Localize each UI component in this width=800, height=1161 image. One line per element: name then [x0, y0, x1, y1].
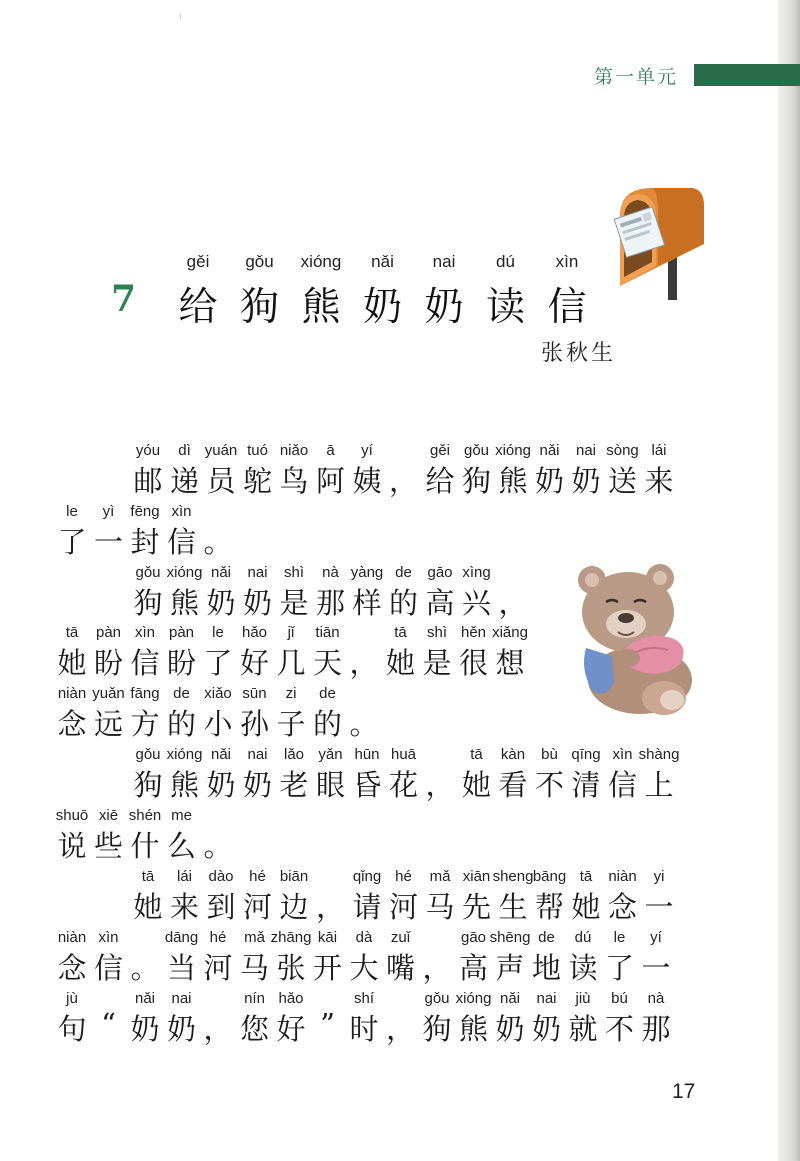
character: 不: [604, 1012, 635, 1046]
character: 帮: [534, 890, 565, 924]
title-pinyin: nai: [432, 252, 456, 271]
pinyin: niǎo: [279, 442, 309, 459]
pinyin: hé: [209, 929, 227, 946]
pinyin: tuó: [247, 442, 268, 459]
pinyin: gāo: [460, 929, 487, 946]
punctuation: ，: [385, 1012, 416, 1046]
pinyin: mǎ: [429, 868, 451, 885]
character: 奶: [242, 586, 273, 620]
character: 信: [130, 646, 160, 680]
character: 老: [279, 768, 309, 802]
pinyin: shén: [128, 807, 162, 824]
title-character: 熊: [301, 285, 341, 330]
pinyin: dà: [355, 929, 373, 946]
character: 她: [133, 890, 163, 924]
pinyin: kāi: [317, 929, 338, 946]
character: 熊: [169, 768, 200, 802]
character: 给: [425, 464, 455, 498]
character: 邮: [133, 464, 163, 498]
pinyin: xiān: [462, 868, 491, 885]
character: 是: [422, 646, 452, 680]
character: 姨: [352, 464, 382, 498]
character: 花: [388, 768, 419, 802]
character: 狗: [133, 768, 163, 802]
character: 眼: [315, 768, 346, 802]
pinyin: niàn: [608, 868, 637, 885]
pinyin: shì: [426, 624, 448, 641]
title-pinyin: dú: [496, 252, 515, 271]
character: 就: [568, 1012, 598, 1046]
character: 些: [93, 829, 124, 863]
pinyin: sūn: [242, 685, 267, 702]
character: 奶: [242, 768, 273, 802]
character: 嘴: [385, 951, 416, 985]
character: 边: [279, 890, 309, 924]
pinyin: hěn: [460, 624, 487, 641]
title-pinyin: gǒu: [245, 252, 274, 271]
character: 了: [57, 525, 87, 559]
punctuation: ，: [422, 951, 452, 985]
pinyin: gǒu: [424, 990, 450, 1007]
character: 熊: [458, 1012, 489, 1046]
pinyin: de: [395, 564, 412, 581]
title-character: 读: [485, 285, 526, 330]
character: 一: [93, 525, 124, 559]
character: 河: [388, 890, 419, 924]
character: 地: [531, 951, 562, 985]
pinyin: jǐ: [287, 624, 295, 641]
pinyin: nai: [575, 442, 597, 459]
title-pinyin: xìn: [555, 252, 579, 271]
character: 开: [312, 951, 343, 985]
pinyin: xióng: [166, 564, 203, 581]
pinyin: xìn: [98, 929, 119, 946]
pinyin: shì: [283, 564, 305, 581]
title-pinyin: xióng: [300, 252, 342, 271]
page-number: 17: [672, 1080, 696, 1103]
lesson-number: 7: [111, 278, 137, 320]
pinyin: yuán: [204, 442, 238, 459]
punctuation: ”: [320, 1007, 335, 1041]
pinyin: jù: [66, 990, 78, 1007]
pinyin: nai: [247, 564, 268, 581]
character: 封: [130, 525, 160, 559]
character: 信: [607, 768, 638, 802]
pinyin: nǎi: [210, 746, 232, 763]
character: 熊: [498, 464, 528, 498]
character: 奶: [206, 768, 236, 802]
unit-label: 第一单元: [594, 66, 679, 88]
character: 奶: [531, 1012, 562, 1046]
pinyin: le: [212, 624, 224, 641]
character: 她: [571, 890, 601, 924]
pinyin: fāng: [130, 685, 160, 702]
pinyin: nai: [247, 746, 268, 763]
crop-mark: [180, 14, 181, 20]
character: 盼: [166, 646, 197, 680]
pinyin: bāng: [532, 868, 567, 885]
character: 送: [607, 464, 638, 498]
character: 盼: [93, 646, 124, 680]
pinyin: xiē: [98, 807, 119, 824]
character: 想: [495, 646, 525, 680]
pinyin: xìn: [134, 624, 156, 641]
pinyin: shuō: [55, 807, 89, 824]
character: 念: [57, 951, 87, 985]
pinyin: nà: [647, 990, 665, 1007]
pinyin: xióng: [495, 442, 531, 459]
character: 天: [312, 646, 343, 680]
character: 声: [495, 951, 525, 985]
pinyin: yuǎn: [92, 685, 125, 702]
pinyin: zhāng: [270, 929, 312, 946]
character: 那: [315, 586, 346, 620]
pinyin: yàng: [350, 564, 384, 581]
pinyin: niàn: [57, 929, 87, 946]
pinyin: qīng: [571, 746, 601, 763]
character: 奶: [571, 464, 601, 498]
pinyin: tā: [65, 624, 79, 641]
pinyin: nai: [536, 990, 557, 1007]
character: 清: [571, 768, 601, 802]
pinyin: tā: [141, 868, 155, 885]
pinyin: zuǐ: [390, 929, 411, 946]
character: 奶: [130, 1012, 160, 1046]
character: 上: [644, 768, 674, 802]
pinyin: tā: [394, 624, 407, 641]
pinyin: hǎo: [241, 624, 268, 641]
character: 递: [169, 464, 200, 498]
character: 小: [203, 707, 233, 741]
punctuation: ，: [425, 768, 455, 802]
pinyin: yi: [653, 868, 665, 885]
character: 信: [93, 951, 124, 985]
character: 熊: [169, 586, 200, 620]
pinyin: dú: [574, 929, 592, 946]
title-character: 信: [547, 285, 587, 330]
pinyin: tā: [470, 746, 483, 763]
punctuation: 。: [349, 707, 379, 741]
character: 到: [206, 890, 236, 924]
character: 的: [312, 707, 343, 741]
character: 高: [458, 951, 489, 985]
title-character: 奶: [362, 285, 403, 330]
character: 什: [130, 829, 160, 863]
pinyin: nín: [244, 990, 265, 1007]
pinyin: nai: [171, 990, 192, 1007]
character: 阿: [315, 464, 346, 498]
page-edge-shadow: [778, 0, 800, 1161]
pinyin: lǎo: [283, 746, 305, 763]
pinyin: me: [171, 807, 192, 824]
pinyin: nǎi: [210, 564, 232, 581]
character: 念: [57, 707, 87, 741]
pinyin: sòng: [606, 442, 639, 459]
pinyin: le: [613, 929, 626, 946]
pinyin: hǎo: [278, 990, 304, 1007]
mailbox-icon: [612, 182, 708, 302]
pinyin: fēng: [130, 503, 160, 520]
character: 念: [607, 890, 638, 924]
pinyin: xióng: [166, 746, 203, 763]
character: 读: [568, 951, 598, 985]
pinyin: niàn: [57, 685, 87, 702]
character: 她: [57, 646, 87, 680]
character: 一: [641, 951, 671, 985]
character: 河: [242, 890, 273, 924]
character: 奶: [534, 464, 565, 498]
character: 是: [279, 586, 309, 620]
author-name: 张秋生: [541, 341, 617, 366]
pinyin: tiān: [315, 624, 340, 641]
pinyin: mǎ: [244, 929, 265, 946]
character: 狗: [461, 464, 492, 498]
character: 来: [169, 890, 200, 924]
pinyin: xìn: [612, 746, 633, 763]
pinyin: de: [173, 685, 190, 702]
unit-color-bar: [694, 64, 800, 86]
title-pinyin: nǎi: [371, 252, 394, 271]
character: 狗: [422, 1012, 452, 1046]
character: 句: [57, 1012, 87, 1046]
character: 了: [604, 951, 635, 985]
pinyin: dì: [178, 442, 191, 459]
pinyin: pàn: [95, 624, 122, 641]
character: 她: [385, 646, 416, 680]
pinyin: gěi: [429, 442, 451, 459]
pinyin: gǒu: [135, 746, 161, 763]
pinyin: nǎi: [539, 442, 560, 459]
pinyin: qǐng: [352, 868, 382, 885]
pinyin: gǒu: [463, 442, 490, 459]
pinyin: lái: [176, 868, 193, 885]
pinyin: xìng: [462, 564, 491, 581]
character: 奶: [495, 1012, 525, 1046]
character: 那: [641, 1012, 671, 1046]
pinyin: huā: [390, 746, 417, 763]
pinyin: de: [319, 685, 336, 702]
character: 么: [166, 829, 197, 863]
character: 先: [461, 890, 492, 924]
character: 了: [203, 646, 233, 680]
character: 河: [203, 951, 233, 985]
character: 信: [166, 525, 197, 559]
character: 奶: [166, 1012, 197, 1046]
pinyin: yóu: [135, 442, 161, 459]
pinyin: xiǎo: [204, 685, 232, 702]
character: 鸟: [279, 464, 309, 498]
pinyin: yí: [650, 929, 662, 946]
character: 很: [458, 646, 489, 680]
pinyin: dāng: [164, 929, 199, 946]
pinyin: de: [538, 929, 555, 946]
pinyin: nà: [322, 564, 339, 581]
punctuation: 。: [203, 525, 233, 559]
pinyin: bù: [541, 746, 558, 763]
character: 昏: [352, 768, 382, 802]
pinyin: jiù: [575, 990, 591, 1007]
pinyin: nǎi: [134, 990, 156, 1007]
character: 子: [276, 707, 306, 741]
pinyin: lái: [651, 442, 667, 459]
title-pinyin: gěi: [186, 252, 210, 271]
teddy-bear-icon: [572, 560, 702, 720]
pinyin: ā: [326, 442, 335, 459]
character: 张: [276, 951, 306, 985]
punctuation: ，: [388, 464, 419, 498]
character: 马: [425, 890, 455, 924]
character: 大: [349, 951, 379, 985]
pinyin: kàn: [500, 746, 526, 763]
pinyin: bú: [611, 990, 628, 1007]
character: 员: [206, 464, 236, 498]
character: 远: [93, 707, 124, 741]
pinyin: shàng: [638, 746, 680, 763]
pinyin: tā: [579, 868, 593, 885]
character: 高: [425, 586, 455, 620]
character: 来: [644, 464, 674, 498]
pinyin: zi: [285, 685, 297, 702]
character: 生: [498, 890, 528, 924]
pinyin: hé: [395, 868, 412, 885]
character: 时: [349, 1012, 379, 1046]
pinyin: xìn: [171, 503, 192, 520]
punctuation: ，: [349, 646, 379, 680]
pinyin: biān: [279, 868, 309, 885]
punctuation: 。: [203, 829, 233, 863]
character: 几: [276, 646, 306, 680]
character: 一: [644, 890, 674, 924]
character: 您: [239, 1012, 270, 1046]
pinyin: yí: [361, 442, 373, 459]
character: 奶: [206, 586, 236, 620]
pinyin: xióng: [455, 990, 492, 1007]
character: 看: [498, 768, 528, 802]
character: 兴: [461, 586, 492, 620]
pinyin: shēng: [489, 929, 531, 946]
pinyin: hé: [249, 868, 266, 885]
pinyin: gāo: [427, 564, 453, 581]
pinyin: xiǎng: [492, 624, 528, 641]
pinyin: sheng: [492, 868, 534, 885]
character: 狗: [133, 586, 163, 620]
title-character: 狗: [239, 285, 280, 330]
character: 方: [130, 707, 160, 741]
punctuation: 。: [130, 951, 160, 985]
punctuation: “: [101, 1007, 116, 1041]
pinyin: dào: [208, 868, 234, 885]
punctuation: ，: [498, 586, 528, 620]
character: 她: [461, 768, 492, 802]
pinyin: nǎi: [499, 990, 521, 1007]
character: 鸵: [242, 464, 273, 498]
pinyin: le: [66, 503, 78, 520]
pinyin: shí: [353, 990, 375, 1007]
character: 的: [388, 586, 419, 620]
character: 孙: [239, 707, 270, 741]
character: 样: [352, 586, 382, 620]
pinyin: yǎn: [318, 746, 343, 763]
title-character: 奶: [424, 285, 464, 330]
character: 好: [239, 646, 270, 680]
title-character: 给: [178, 285, 218, 330]
character: 的: [166, 707, 197, 741]
character: 说: [57, 829, 87, 863]
pinyin: hūn: [354, 746, 380, 763]
character: 当: [166, 951, 197, 985]
character: 不: [534, 768, 565, 802]
punctuation: ，: [203, 1012, 233, 1046]
character: 请: [352, 890, 382, 924]
character: 马: [239, 951, 270, 985]
pinyin: pàn: [168, 624, 195, 641]
punctuation: ，: [315, 890, 346, 924]
pinyin: yì: [102, 503, 115, 520]
character: 好: [276, 1012, 306, 1046]
pinyin: gǒu: [135, 564, 161, 581]
